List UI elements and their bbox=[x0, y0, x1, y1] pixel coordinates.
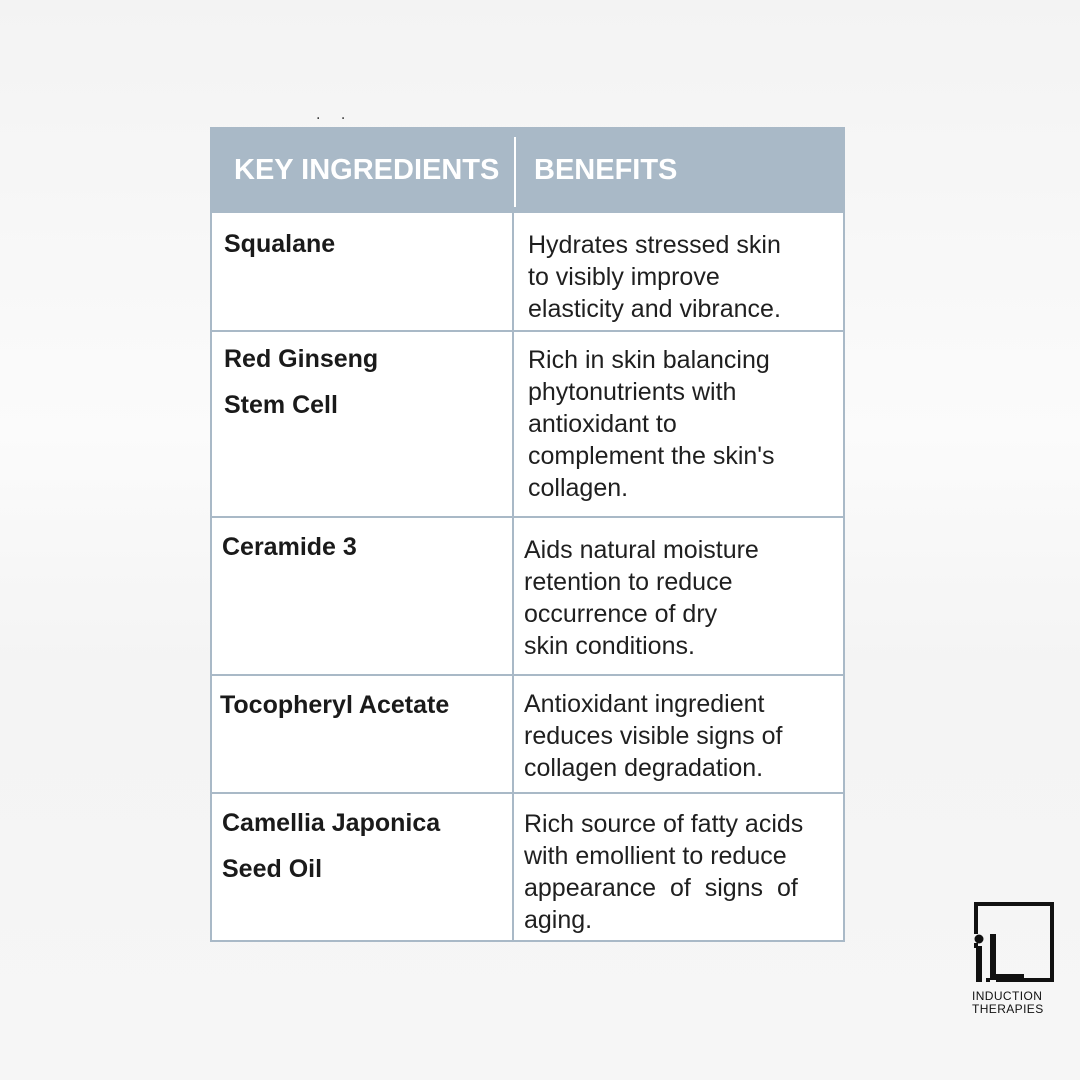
benefit-text: antioxidant to bbox=[528, 410, 677, 438]
benefit-text: to visibly improve bbox=[528, 263, 720, 291]
brand-logo bbox=[968, 900, 1064, 1020]
ingredient-name: Camellia Japonica bbox=[222, 809, 441, 837]
ingredient-cell bbox=[212, 518, 514, 674]
benefit-cell bbox=[514, 213, 843, 330]
ingredient-name: Seed Oil bbox=[222, 855, 323, 883]
benefit-text: with emollient to reduce bbox=[524, 842, 787, 870]
benefit-text: phytonutrients with bbox=[528, 378, 737, 406]
benefit-cell bbox=[514, 794, 843, 940]
benefit-text: Rich in skin balancing bbox=[528, 346, 770, 374]
ingredient-name: Stem Cell bbox=[224, 391, 338, 419]
table-row bbox=[212, 674, 843, 792]
benefit-text: appearance of signs of bbox=[524, 874, 798, 902]
benefit-text: occurrence of dry bbox=[524, 600, 718, 628]
table-row bbox=[212, 211, 843, 330]
ingredient-name: Tocopheryl Acetate bbox=[220, 691, 450, 719]
benefit-text: complement the skin's bbox=[528, 442, 775, 470]
table-row bbox=[212, 330, 843, 516]
ingredient-cell bbox=[212, 794, 514, 940]
benefit-cell bbox=[514, 676, 843, 792]
ingredient-name: Squalane bbox=[224, 230, 336, 258]
benefit-text: elasticity and vibrance. bbox=[528, 295, 781, 323]
ingredient-name: Red Ginseng bbox=[224, 345, 379, 373]
benefit-text: collagen degradation. bbox=[524, 754, 764, 782]
benefit-text: Aids natural moisture bbox=[524, 536, 759, 564]
benefit-text: skin conditions. bbox=[524, 632, 695, 660]
ingredient-cell bbox=[212, 676, 514, 792]
table-row bbox=[212, 516, 843, 674]
table-row bbox=[212, 792, 843, 940]
table-header bbox=[212, 129, 843, 211]
benefit-cell bbox=[514, 518, 843, 674]
header-divider bbox=[514, 137, 516, 207]
ingredient-cell bbox=[212, 332, 514, 516]
brand-name-line2: THERAPIES bbox=[972, 1002, 1044, 1016]
decorative-dots: . . bbox=[316, 107, 354, 123]
benefit-text: aging. bbox=[524, 906, 593, 934]
ingredient-name: Ceramide 3 bbox=[222, 533, 357, 561]
benefit-text: collagen. bbox=[528, 474, 629, 502]
it-logo-icon bbox=[970, 930, 1030, 990]
benefit-text: retention to reduce bbox=[524, 568, 733, 596]
brand-name-line1: INDUCTION bbox=[972, 989, 1043, 1003]
benefit-text: Rich source of fatty acids bbox=[524, 810, 804, 838]
header-benefits: BENEFITS bbox=[534, 153, 678, 186]
ingredient-cell bbox=[212, 213, 514, 330]
header-key-ingredients: KEY INGREDIENTS bbox=[234, 153, 500, 186]
benefit-text: reduces visible signs of bbox=[524, 722, 783, 750]
benefit-text: Antioxidant ingredient bbox=[524, 690, 765, 718]
benefit-cell bbox=[514, 332, 843, 516]
ingredients-table bbox=[210, 127, 845, 942]
benefit-text: Hydrates stressed skin bbox=[528, 231, 781, 259]
